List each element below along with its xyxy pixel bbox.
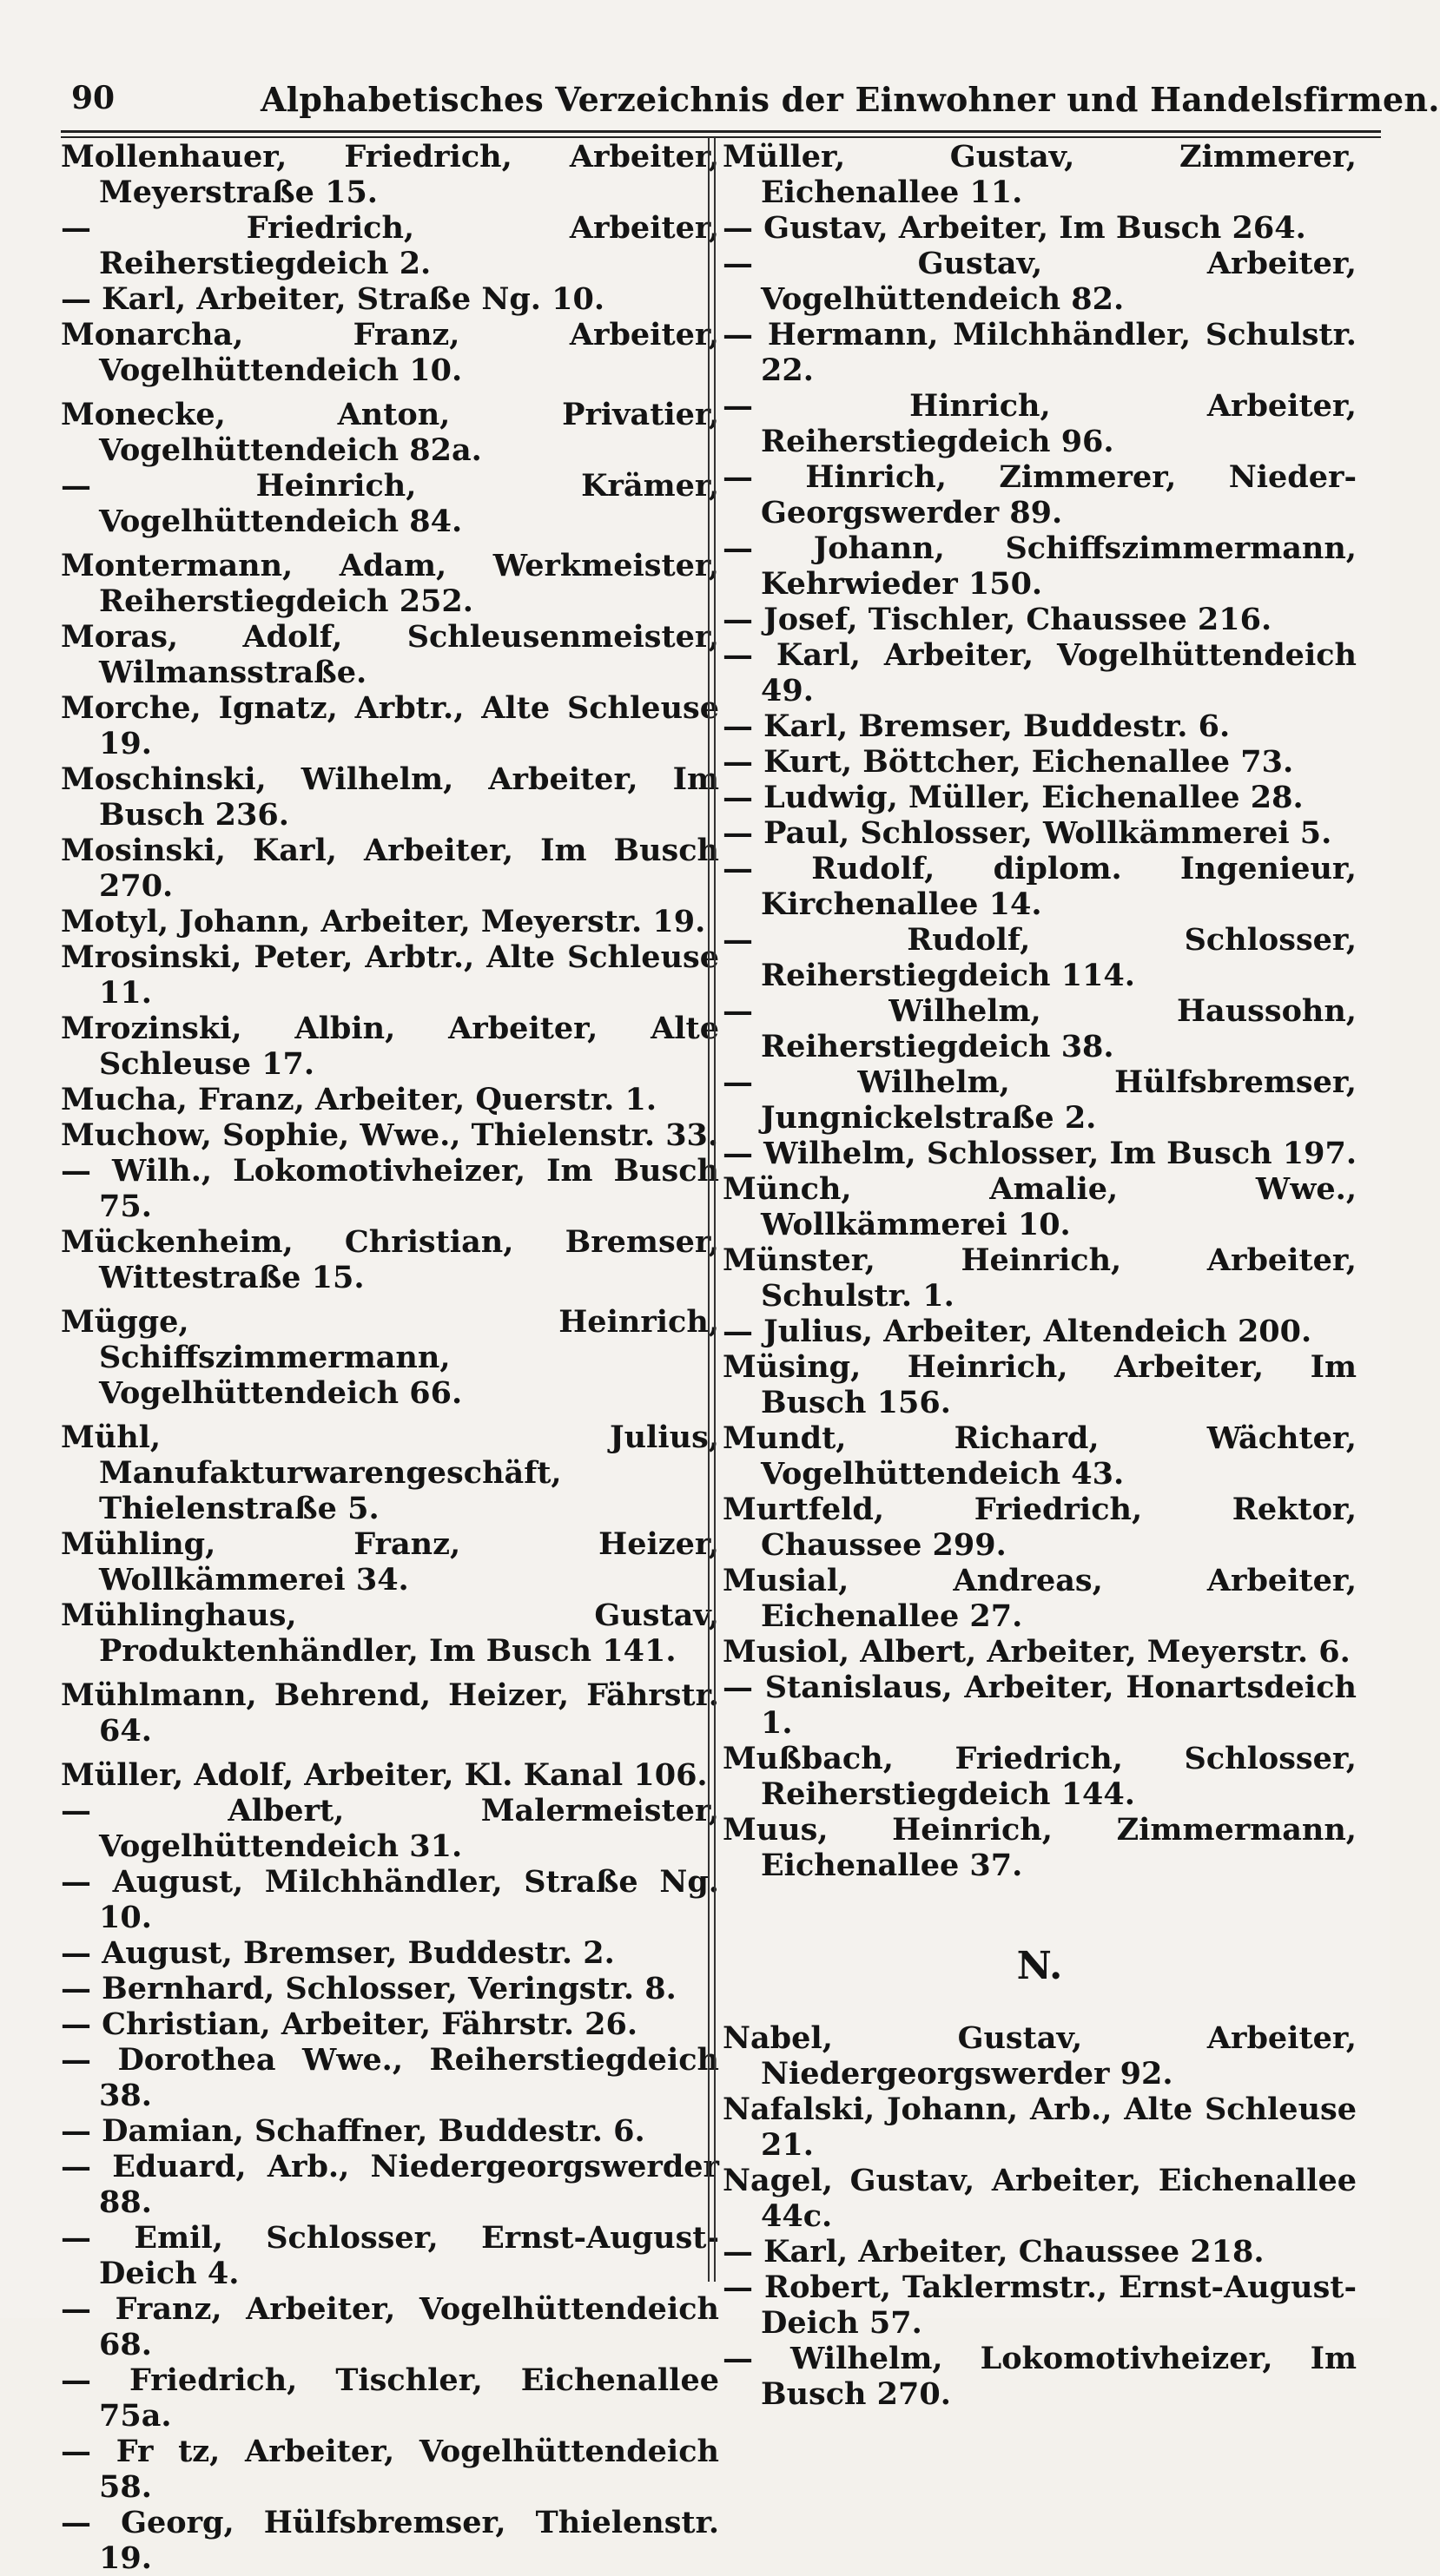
directory-entry: Münster, Heinrich, Arbeiter, Schulstr. 1. xyxy=(723,1242,1357,1314)
directory-entry: — Paul, Schlosser, Wollkämmerei 5. xyxy=(723,815,1332,851)
directory-entry: — Wilhelm, Haussohn, Reiherstiegdeich 38. xyxy=(723,993,1357,1064)
directory-entry: — Karl, Arbeiter, Vogelhüttendeich 49. xyxy=(723,637,1357,708)
directory-entry: — Fr tz, Arbeiter, Vogelhüttendeich 58. xyxy=(61,2434,719,2505)
directory-entry: — Hinrich, Arbeiter, Reiherstiegdeich 96. xyxy=(723,388,1357,459)
directory-entry: Monecke, Anton, Privatier, Vogelhüttendeich 82a. xyxy=(61,397,719,468)
directory-entry: — Kurt, Böttcher, Eichenallee 73. xyxy=(723,744,1294,780)
directory-entry: — Dorothea Wwe., Reiherstiegdeich 38. xyxy=(61,2042,719,2113)
page-number: 90 xyxy=(71,80,116,116)
directory-entry: Mückenheim, Christian, Bremser, Wittestraße 15. xyxy=(61,1224,719,1295)
directory-entry: Muus, Heinrich, Zimmermann, Eichenallee 37. xyxy=(723,1812,1357,1883)
directory-entry: Murtfeld, Friedrich, Rektor, Chaussee 299. xyxy=(723,1492,1357,1563)
directory-entry: Mühlinghaus, Gustav, Produktenhändler, Im Busch 141. xyxy=(61,1598,719,1669)
directory-entry: Mügge, Heinrich, Schiffszimmermann, Vogelhüttendeich 66. xyxy=(61,1304,719,1411)
directory-entry: — Emil, Schlosser, Ernst-August-Deich 4. xyxy=(61,2220,719,2291)
directory-entry: — Hinrich, Zimmerer, Nieder-Georgswerder 89. xyxy=(723,459,1357,530)
directory-entry: — Ludwig, Müller, Eichenallee 28. xyxy=(723,780,1304,815)
directory-entry: Nafalski, Johann, Arb., Alte Schleuse 21. xyxy=(723,2092,1357,2163)
directory-entry: Muchow, Sophie, Wwe., Thielenstr. 33. xyxy=(61,1117,719,1153)
directory-entry: Mußbach, Friedrich, Schlosser, Reiherstiegdeich 144. xyxy=(723,1741,1357,1812)
directory-entry: — Friedrich, Tischler, Eichenallee 75a. xyxy=(61,2362,719,2434)
section-heading: N. xyxy=(1016,1944,1063,1988)
directory-entry: — Josef, Tischler, Chaussee 216. xyxy=(723,602,1272,637)
directory-entry: — August, Bremser, Buddestr. 2. xyxy=(61,1935,615,1971)
directory-entry: Monarcha, Franz, Arbeiter, Vogelhüttendeich 10. xyxy=(61,317,719,388)
page-header xyxy=(71,80,1440,130)
directory-entry: Mühling, Franz, Heizer, Wollkämmerei 34. xyxy=(61,1526,719,1598)
directory-entry: — Bernhard, Schlosser, Veringstr. 8. xyxy=(61,1971,677,2006)
directory-entry: — Wilh., Lokomotivheizer, Im Busch 75. xyxy=(61,1153,719,1224)
directory-entry: Mucha, Franz, Arbeiter, Querstr. 1. xyxy=(61,1082,657,1117)
directory-entry: — Julius, Arbeiter, Altendeich 200. xyxy=(723,1314,1312,1349)
directory-entry: — Wilhelm, Lokomotivheizer, Im Busch 270. xyxy=(723,2341,1357,2412)
directory-entry: — Friedrich, Arbeiter, Reiherstiegdeich 2. xyxy=(61,210,719,281)
left-column xyxy=(61,139,719,2576)
right-column xyxy=(723,139,1357,2412)
directory-entry: Musiol, Albert, Arbeiter, Meyerstr. 6. xyxy=(723,1634,1351,1670)
directory-entry: — Wilhelm, Schlosser, Im Busch 197. xyxy=(723,1136,1357,1171)
directory-entry: — Karl, Arbeiter, Straße Ng. 10. xyxy=(61,281,605,317)
directory-entry: — Robert, Taklermstr., Ernst-August-Deich 57. xyxy=(723,2270,1357,2341)
directory-entry: Mollenhauer, Friedrich, Arbeiter, Meyerstraße 15. xyxy=(61,139,719,210)
directory-entry: Morche, Ignatz, Arbtr., Alte Schleuse 19. xyxy=(61,690,719,761)
directory-entry: Mrozinski, Albin, Arbeiter, Alte Schleuse 17. xyxy=(61,1011,719,1082)
directory-entry: — Johann, Schiffszimmermann, Kehrwieder 150. xyxy=(723,530,1357,602)
directory-entry: Mühl, Julius, Manufakturwarengeschäft, Thielenstraße 5. xyxy=(61,1420,719,1526)
directory-entry: Musial, Andreas, Arbeiter, Eichenallee 27. xyxy=(723,1563,1357,1634)
directory-entry: Müller, Gustav, Zimmerer, Eichenallee 11. xyxy=(723,139,1357,210)
directory-entry: — Christian, Arbeiter, Fährstr. 26. xyxy=(61,2006,638,2042)
directory-entry: — Albert, Malermeister, Vogelhüttendeich 31. xyxy=(61,1793,719,1864)
directory-entry: Mosinski, Karl, Arbeiter, Im Busch 270. xyxy=(61,833,719,904)
directory-entry: — Hermann, Milchhändler, Schulstr. 22. xyxy=(723,317,1357,388)
directory-entry: Müller, Adolf, Arbeiter, Kl. Kanal 106. xyxy=(61,1757,708,1793)
directory-entry: Motyl, Johann, Arbeiter, Meyerstr. 19. xyxy=(61,904,706,939)
directory-entry: — Karl, Arbeiter, Chaussee 218. xyxy=(723,2234,1265,2270)
directory-entry: — Georg, Hülfsbremser, Thielenstr. 19. xyxy=(61,2505,719,2576)
header-rule-secondary xyxy=(61,136,1381,138)
directory-entry: — Gustav, Arbeiter, Vogelhüttendeich 82. xyxy=(723,246,1357,317)
directory-entry: Mrosinski, Peter, Arbtr., Alte Schleuse 11. xyxy=(61,939,719,1011)
header-rule xyxy=(61,130,1381,133)
directory-entry: — August, Milchhändler, Straße Ng. 10. xyxy=(61,1864,719,1935)
directory-entry: Müsing, Heinrich, Arbeiter, Im Busch 156. xyxy=(723,1349,1357,1420)
directory-entry: — Franz, Arbeiter, Vogelhüttendeich 68. xyxy=(61,2291,719,2362)
directory-entry: Nagel, Gustav, Arbeiter, Eichenallee 44c. xyxy=(723,2163,1357,2234)
directory-entry: Moras, Adolf, Schleusenmeister, Wilmansstraße. xyxy=(61,619,719,690)
directory-entry: — Rudolf, Schlosser, Reiherstiegdeich 114. xyxy=(723,922,1357,993)
directory-entry: — Rudolf, diplom. Ingenieur, Kirchenallee 14. xyxy=(723,851,1357,922)
running-title: Alphabetisches Verzeichnis der Einwohner und Handelsfirmen. xyxy=(261,80,1440,119)
directory-entry: Mundt, Richard, Wächter, Vogelhüttendeich 43. xyxy=(723,1420,1357,1492)
directory-entry: Münch, Amalie, Wwe., Wollkämmerei 10. xyxy=(723,1171,1357,1242)
directory-entry: Nabel, Gustav, Arbeiter, Niedergeorgswerder 92. xyxy=(723,2020,1357,2092)
directory-entry: — Wilhelm, Hülfsbremser, Jungnickelstraße 2. xyxy=(723,1064,1357,1136)
directory-entry: Mühlmann, Behrend, Heizer, Fährstr. 64. xyxy=(61,1677,719,1749)
column-divider xyxy=(708,137,716,2282)
directory-entry: — Heinrich, Krämer, Vogelhüttendeich 84. xyxy=(61,468,719,539)
directory-entry: Montermann, Adam, Werkmeister, Reiherstiegdeich 252. xyxy=(61,548,719,619)
directory-entry: — Karl, Bremser, Buddestr. 6. xyxy=(723,708,1231,744)
directory-entry: Moschinski, Wilhelm, Arbeiter, Im Busch 236. xyxy=(61,761,719,833)
directory-entry: — Damian, Schaffner, Buddestr. 6. xyxy=(61,2113,645,2149)
directory-entry: — Gustav, Arbeiter, Im Busch 264. xyxy=(723,210,1306,246)
directory-entry: — Stanislaus, Arbeiter, Honartsdeich 1. xyxy=(723,1670,1357,1741)
directory-entry: — Eduard, Arb., Niedergeorgswerder 88. xyxy=(61,2149,719,2220)
